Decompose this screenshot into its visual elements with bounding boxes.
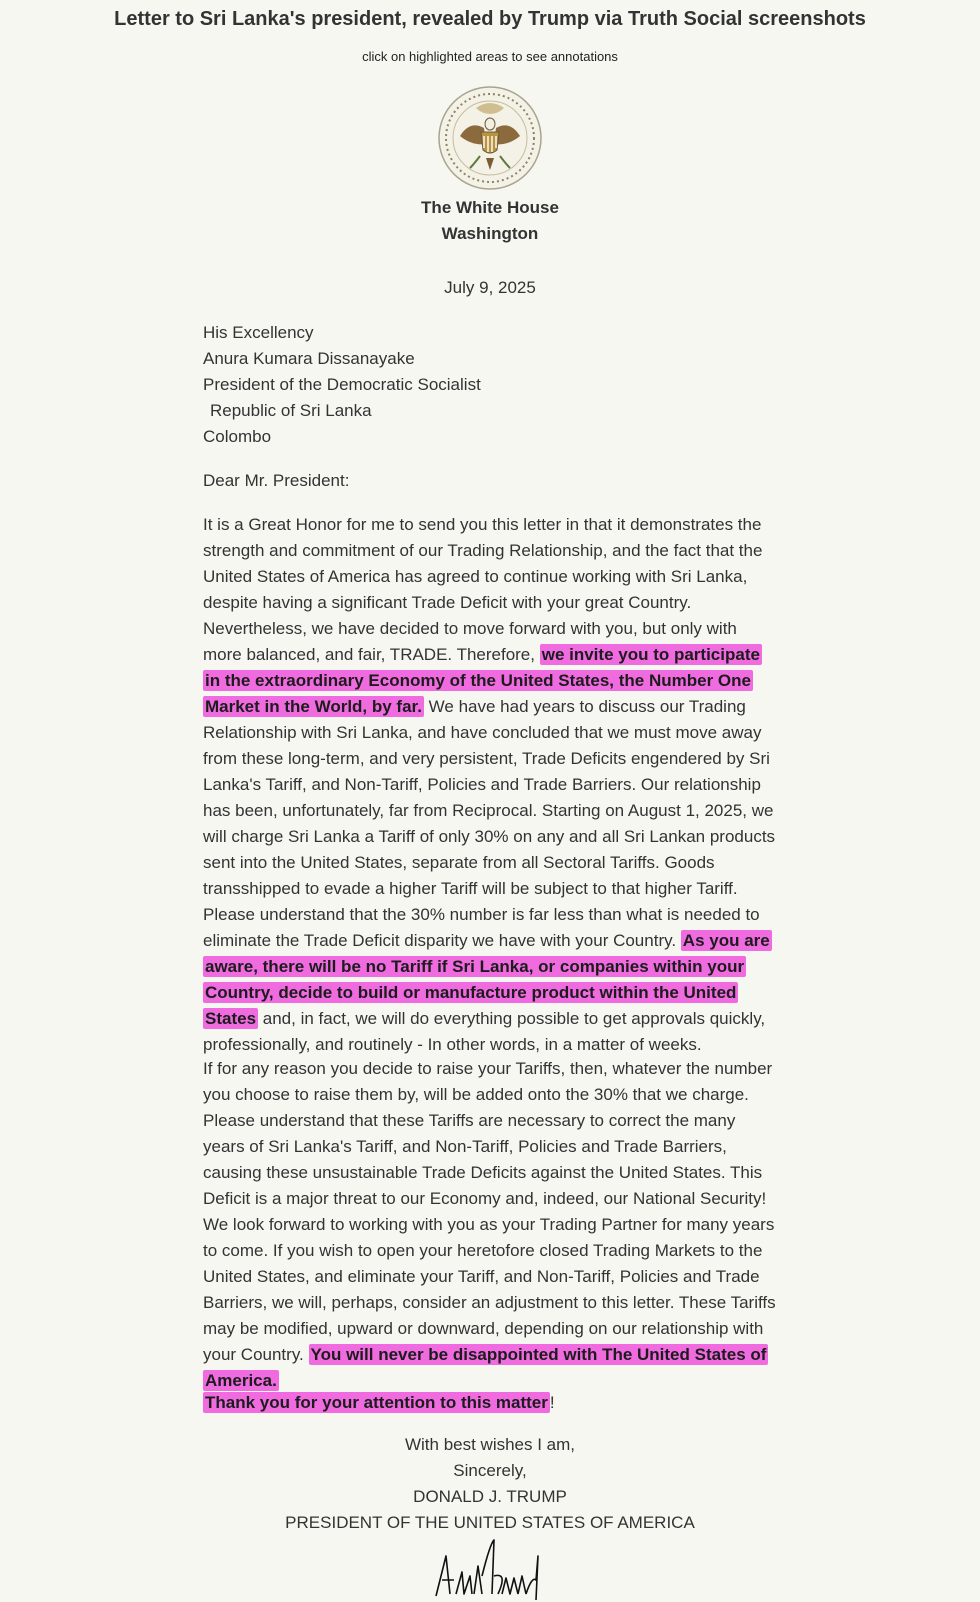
annotation-highlight-1[interactable]: we invite you to participate in the extraordinary Economy of the United States, the Number One Market in the World, by far. [205,645,760,716]
annotation-highlight-2[interactable]: As you are aware, there will be no Tariff if Sri Lanka, or companies within your Country, decide to build or manufacture product within the United States [205,931,770,1028]
letterhead-white-house: The White House [421,198,559,217]
address-line: Republic of Sri Lanka [210,401,372,420]
paragraph-text: We have had years to discuss our Trading Relationship with Sri Lanka, and have concluded that we must move away from these long-term, and very persistent, Trade Deficits engendered by Sri Lanka's Tariff, and Non-Tariff, Policies and Trade Barriers. Our relationship has been, unfortunately, far from Reciprocal. Starting on August 1, 2025, we will charge Sri Lanka a Tariff of only 30% on any and all Sri Lankan products sent into the United States, separate from all Sectoral Tariffs. Goods transshipped to evade a higher Tariff will be subject to that higher Tariff. Please understand that the 30% number is far less than what is needed to eliminate the Trade Deficit disparity we have with your Country. [203,697,776,950]
paragraph-text-continued [203,1212,778,1394]
signature-icon [432,1536,550,1602]
page-title: Letter to Sri Lanka's president, revealed by Trump via Truth Social screenshots [114,8,866,30]
paragraph-text: ! [549,1393,555,1412]
closing-line: Sincerely, [453,1461,527,1480]
recipient-address [203,320,778,450]
page-subtitle: click on highlighted areas to see annotations [362,49,618,64]
letter-closing [0,1432,980,1536]
address-line: His Excellency [203,323,314,342]
paragraph-text: We look forward to working with you as your Trading Partner for many years to come. If you wish to open your heretofore closed Trading Markets to the United States, and eliminate your Tariff, and Non-Tariff, Policies and Trade Barriers, we will, perhaps, consider an adjustment to this letter. These Tariffs may be modified, upward or downward, depending on our relationship with your Country. [203,1215,776,1364]
letter-date: July 9, 2025 [444,278,536,297]
signer-title: PRESIDENT OF THE UNITED STATES OF AMERICA [285,1513,695,1532]
address-line: President of the Democratic Socialist [203,375,481,394]
salutation: Dear Mr. President: [203,471,350,490]
paragraph-1 [203,512,778,1058]
paragraph-text: If for any reason you decide to raise your Tariffs, then, whatever the number you choose to raise them by, will be added onto the 30% that we charge. Please understand that these Tariffs are necessary to correct the many years of Sri Lanka's Tariff, and Non-Tariff, Policies and Trade Barriers, causing these unsustainable Trade Deficits against the United States. This Deficit is a major threat to our Economy and, indeed, our National Security! [203,1059,773,1208]
annotation-highlight-4[interactable]: Thank you for your attention to this matter [205,1393,548,1412]
closing-line: With best wishes I am, [404,1435,576,1454]
annotation-highlight-3[interactable]: You will never be disappointed with The United States of America. [205,1345,767,1390]
paragraph-3 [203,1390,778,1416]
paragraph-text: and, in fact, we will do everything possible to get approvals quickly, professionally, and routinely - In other words, in a matter of weeks. [203,1009,766,1054]
address-line: Colombo [203,427,272,446]
address-line: Anura Kumara Dissanayake [203,349,415,368]
paragraph-2 [203,1056,778,1394]
letterhead-washington: Washington [441,224,539,243]
signer-name: DONALD J. TRUMP [413,1487,567,1506]
presidential-seal-icon [436,84,544,192]
paragraph-text: It is a Great Honor for me to send you this letter in that it demonstrates the strength and commitment of our Trading Relationship, and the fact that the United States of America has agreed to continue working with Sri Lanka, despite having a significant Trade Deficit with your great Country. Nevertheless, we have decided to move forward with you, but only with more balanced, and fair, TRADE. Therefore, [203,515,763,664]
